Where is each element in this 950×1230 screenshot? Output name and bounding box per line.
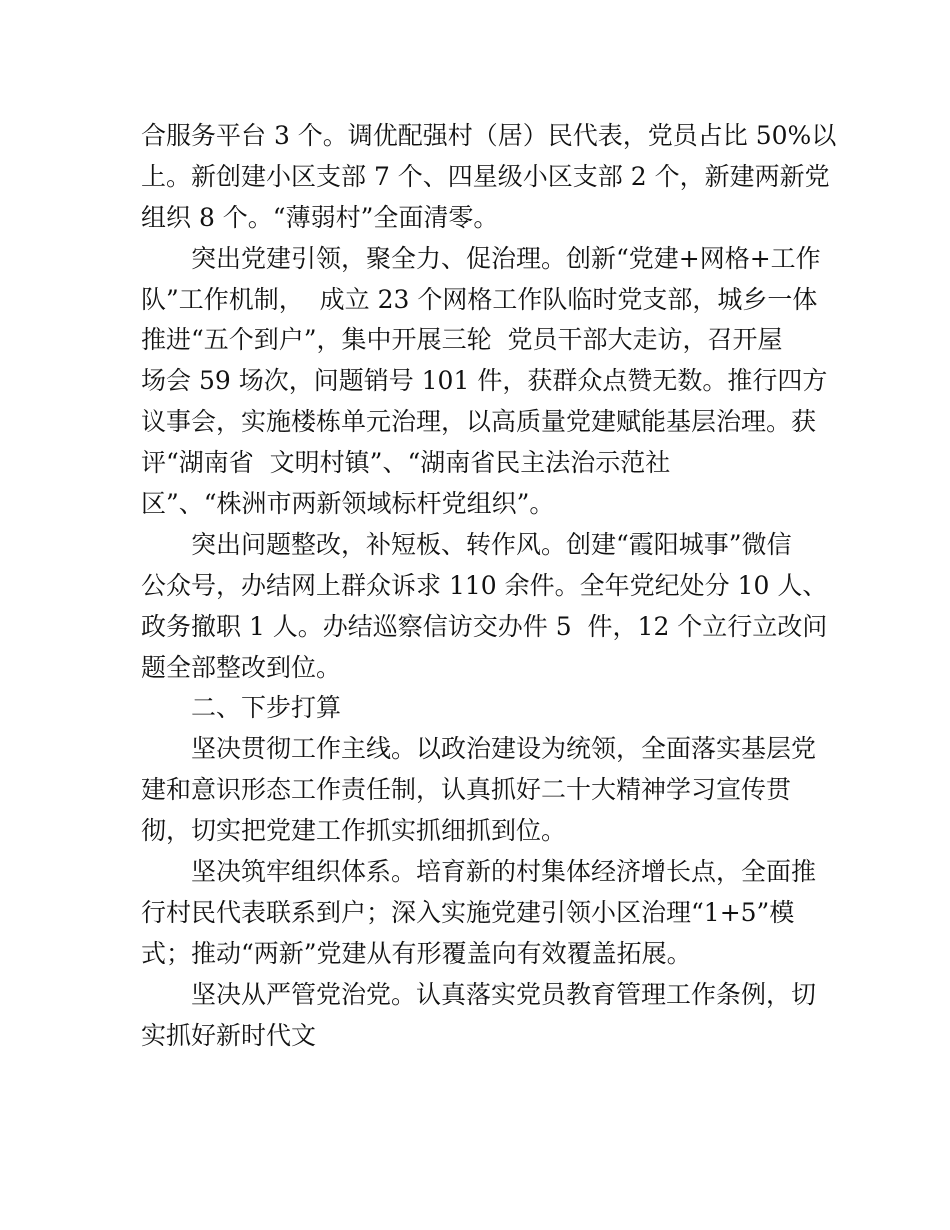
text-line: 式；推动“两新”党建从有形覆盖向有效覆盖拓展。 <box>141 938 692 968</box>
text-line: 区”、“株洲市两新领域标杆党组织”。 <box>141 489 555 519</box>
text-line: 政务撤职 1 人。办结巡察信访交办件 5 件，12 个立行立改问 <box>141 611 828 641</box>
text-line: 组织 8 个。“薄弱村”全面清零。 <box>141 202 499 232</box>
text-line: 推进“五个到户”，集中开展三轮 党员干部大走访，召开屋 <box>141 325 783 355</box>
text-line: 评“湖南省 文明村镇”、“湖南省民主法治示范社 <box>141 448 671 478</box>
text-line: 议事会，实施楼栋单元治理，以高质量党建赋能基层治理。获 <box>141 407 817 437</box>
text-line: 实抓好新时代文 <box>141 1020 317 1050</box>
document-body <box>141 116 837 1056</box>
text-line: 队”工作机制， 成立 23 个网格工作队临时党支部，城乡一体 <box>141 284 818 314</box>
text-line: 建和意识形态工作责任制，认真抓好二十大精神学习宣传贯 <box>141 775 792 805</box>
text-line: 坚决筑牢组织体系。培育新的村集体经济增长点，全面推 <box>191 857 817 887</box>
text-line: 合服务平台 3 个。调优配强村（居）民代表，党员占比 50%以 <box>141 121 837 150</box>
text-line: 二、下步打算 <box>191 693 342 723</box>
text-line: 题全部整改到位。 <box>141 652 342 682</box>
text-line: 坚决贯彻工作主线。以政治建设为统领，全面落实基层党 <box>191 734 817 764</box>
text-line: 彻，切实把党建工作抓实抓细抓到位。 <box>141 816 567 846</box>
text-line: 公众号，办结网上群众诉求 110 余件。全年党纪处分 10 人、 <box>141 570 828 600</box>
text-line: 场会 59 场次，问题销号 101 件，获群众点赞无数。推行四方 <box>141 366 828 396</box>
text-line: 突出问题整改，补短板、转作风。创建“霞阳城事”微信 <box>191 529 792 559</box>
text-line: 行村民代表联系到户；深入实施党建引领小区治理“1+5”模 <box>141 897 795 927</box>
text-line: 突出党建引领，聚全力、促治理。创新“党建+网格+工作 <box>191 243 821 273</box>
text-line: 上。新创建小区支部 7 个、四星级小区支部 2 个，新建两新党 <box>141 161 830 191</box>
text-line: 坚决从严管党治党。认真落实党员教育管理工作条例，切 <box>191 979 817 1009</box>
